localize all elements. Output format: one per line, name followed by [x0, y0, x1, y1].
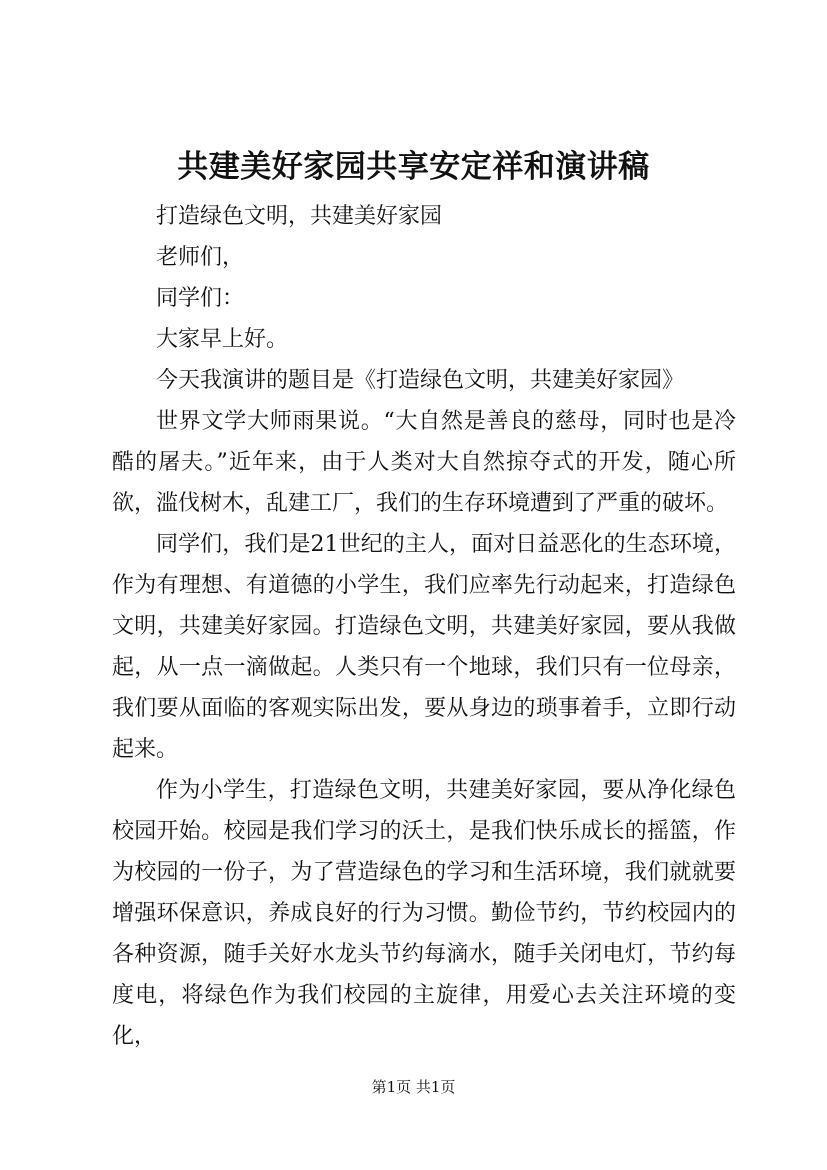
document-body: [112, 196, 736, 1057]
subtitle-line: 打造绿色文明，共建美好家园: [156, 204, 443, 229]
document-title: 共建美好家园共享安定祥和演讲稿: [177, 149, 650, 185]
greeting-teachers: 老师们，: [156, 245, 245, 270]
paragraph-2: 同学们，我们是21世纪的主人，面对日益恶化的生态环境，作为有理想、有道德的小学生，我们应率先行动起来，打造绿色文明，共建美好家园。打造绿色文明，共建美好家园，要从我做起，从一点一滴做起。人类只有一个地球，我们只有一位母亲，我们要从面临的客观实际出发，要从身边的琐事着手，立即行动起来。: [112, 532, 736, 762]
greeting-students: 同学们：: [156, 286, 245, 311]
greeting-morning: 大家早上好。: [156, 327, 289, 352]
paragraph-3: 作为小学生，打造绿色文明，共建美好家园，要从净化绿色校园开始。校园是我们学习的沃土，是我们快乐成长的摇篮，作为校园的一份子，为了营造绿色的学习和生活环境，我们就就要增强环保意识，养成良好的行为习惯。勤俭节约，节约校园内的各种资源，随手关好水龙头节约每滴水，随手关闭电灯，节约每度电，将绿色作为我们校园的主旋律，用爱心去关注环境的变化，: [112, 778, 736, 1049]
page-number-footer: 第1页 共1页: [371, 1078, 456, 1096]
speech-topic-line: 今天我演讲的题目是《打造绿色文明，共建美好家园》: [156, 368, 685, 393]
paragraph-1: 世界文学大师雨果说。“大自然是善良的慈母，同时也是冷酷的屠夫。”近年来，由于人类对大自然掠夺式的开发，随心所欲，滥伐树木，乱建工厂，我们的生存环境遭到了严重的破坏。: [112, 409, 736, 516]
